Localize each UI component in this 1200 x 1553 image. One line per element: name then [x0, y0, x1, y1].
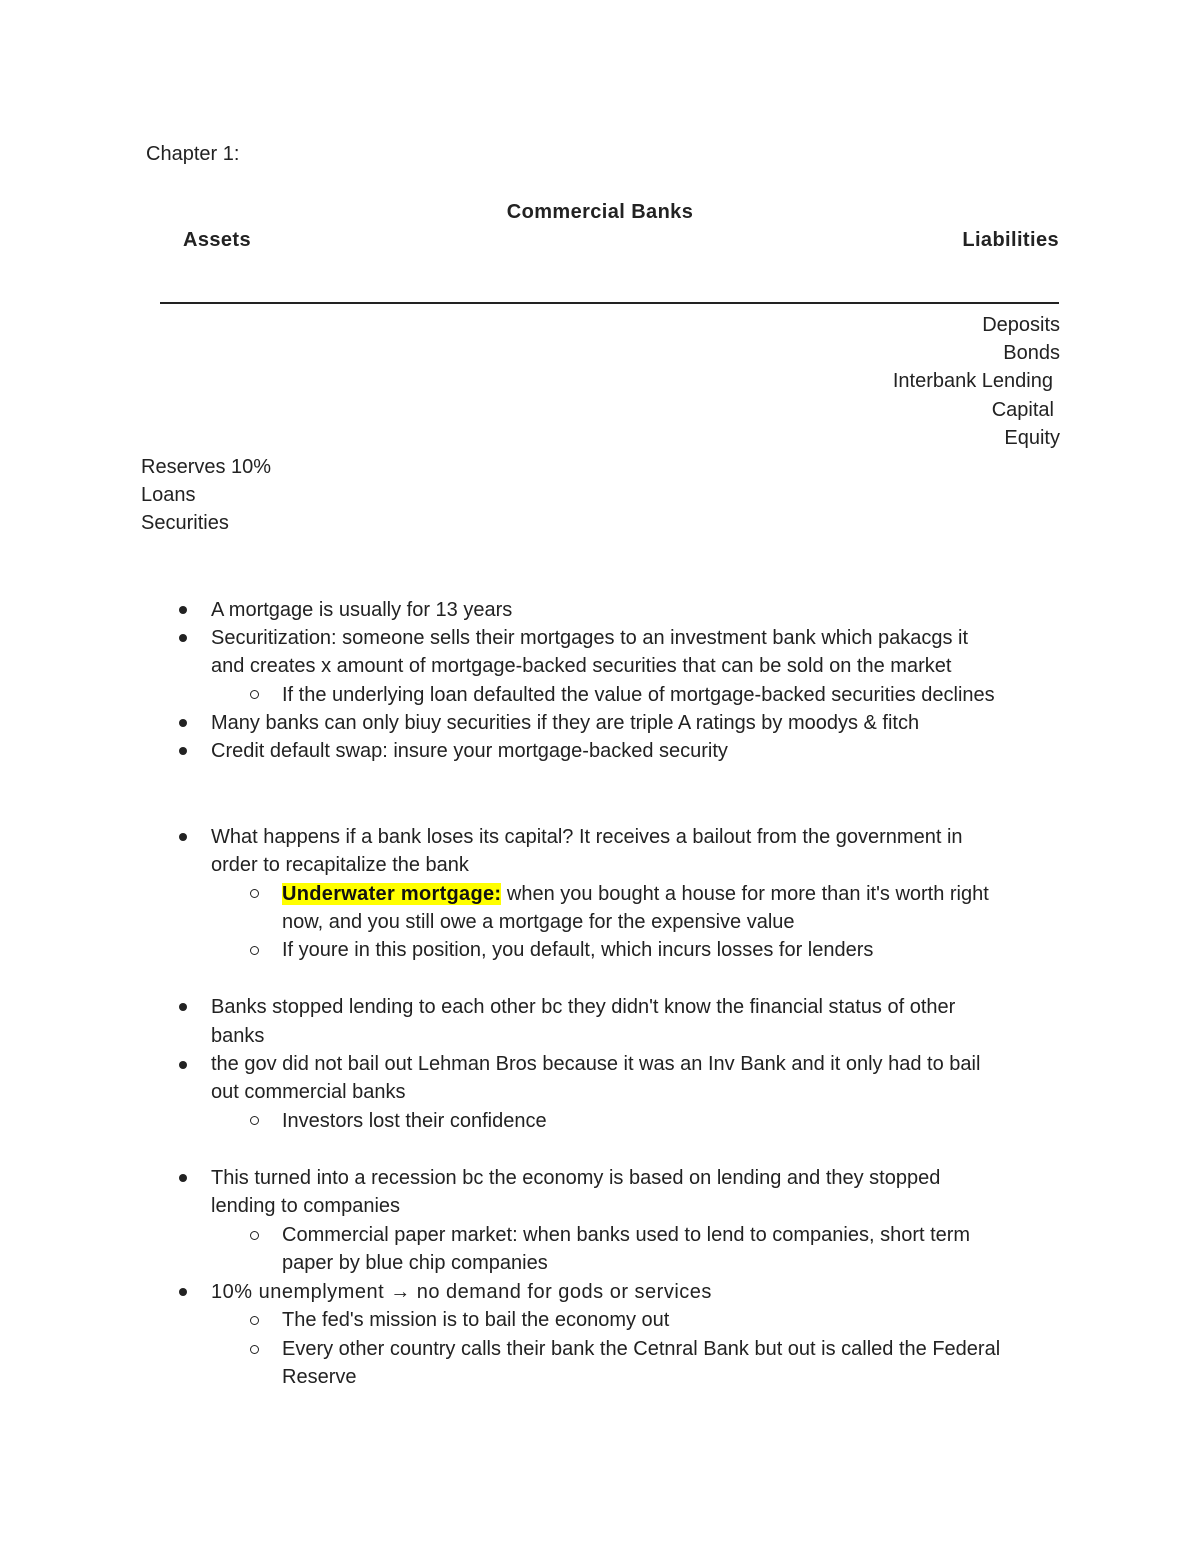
sub-list-item: If the underlying loan defaulted the value of mortgage-backed securities declines [282, 684, 995, 706]
sub-list-item-continuation: now, and you still owe a mortgage for the expensive value [282, 911, 795, 933]
list-item-continuation: lending to companies [211, 1195, 401, 1217]
sub-list-item-continuation: paper by blue chip companies [282, 1252, 548, 1274]
list-item: Many banks can only biuy securities if they are triple A ratings by moodys & fitch [211, 712, 920, 734]
sub-list-item: Every other country calls their bank the Cetnral Bank but out is called the Federal [282, 1338, 1001, 1360]
assets-label: Assets [183, 229, 251, 251]
sub-list-item [282, 880, 989, 908]
bullet-disc-icon [179, 747, 187, 755]
t-account-divider [160, 302, 1059, 304]
list-item: This turned into a recession bc the economy is based on lending and they stopped [211, 1167, 941, 1189]
list-item: 10% unemplyment → no demand for gods or services [211, 1281, 712, 1303]
sub-list-item: If youre in this position, you default, which incurs losses for lenders [282, 939, 874, 961]
term-definition: when you bought a house for more than it's worth right [501, 883, 989, 905]
bullet-circle-icon [250, 1316, 259, 1325]
list-item: A mortgage is usually for 13 years [211, 599, 513, 621]
bullet-circle-icon [250, 1231, 259, 1240]
list-item: Securitization: someone sells their mortgages to an investment bank which pakacgs it [211, 627, 969, 649]
bullet-disc-icon [179, 634, 187, 642]
bullet-circle-icon [250, 1345, 259, 1354]
liabilities-label: Liabilities [962, 229, 1059, 251]
list-item: Banks stopped lending to each other bc they didn't know the financial status of other [211, 996, 956, 1018]
bullet-circle-icon [250, 946, 259, 955]
asset-reserves: Reserves 10% [141, 456, 272, 478]
highlighted-term: Underwater mortgage: [282, 883, 502, 905]
bullet-disc-icon [179, 1061, 187, 1069]
bullet-circle-icon [250, 889, 259, 898]
liability-capital: Capital [991, 399, 1054, 421]
liability-bonds: Bonds [1003, 342, 1060, 364]
list-item-continuation: and creates x amount of mortgage-backed securities that can be sold on the market [211, 655, 952, 677]
bullet-disc-icon [179, 833, 187, 841]
list-item: Credit default swap: insure your mortgage-backed security [211, 740, 728, 762]
sub-list-item: The fed's mission is to bail the economy out [282, 1309, 670, 1331]
bullet-disc-icon [179, 1174, 187, 1182]
balance-sheet-title: Commercial Banks [506, 201, 694, 223]
bullet-circle-icon [250, 1116, 259, 1125]
sub-list-item: Investors lost their confidence [282, 1110, 547, 1132]
chapter-heading: Chapter 1: [146, 143, 240, 165]
liability-interbank-lending: Interbank Lending [892, 370, 1053, 392]
sub-list-item: Commercial paper market: when banks used to lend to companies, short term [282, 1224, 971, 1246]
list-item-continuation: out commercial banks [211, 1081, 406, 1103]
list-item: What happens if a bank loses its capital? It receives a bailout from the government in [211, 826, 963, 848]
bullet-disc-icon [179, 719, 187, 727]
bullet-disc-icon [179, 1003, 187, 1011]
asset-loans: Loans [141, 484, 196, 506]
bullet-disc-icon [179, 1288, 187, 1296]
list-item-continuation: order to recapitalize the bank [211, 854, 469, 876]
list-item: the gov did not bail out Lehman Bros because it was an Inv Bank and it only had to bail [211, 1053, 981, 1075]
sub-list-item-continuation: Reserve [282, 1366, 357, 1388]
bullet-circle-icon [250, 690, 259, 699]
liability-equity: Equity [1004, 427, 1060, 449]
bullet-disc-icon [179, 606, 187, 614]
asset-securities: Securities [141, 512, 229, 534]
liability-deposits: Deposits [982, 314, 1060, 336]
list-item-continuation: banks [211, 1025, 265, 1047]
